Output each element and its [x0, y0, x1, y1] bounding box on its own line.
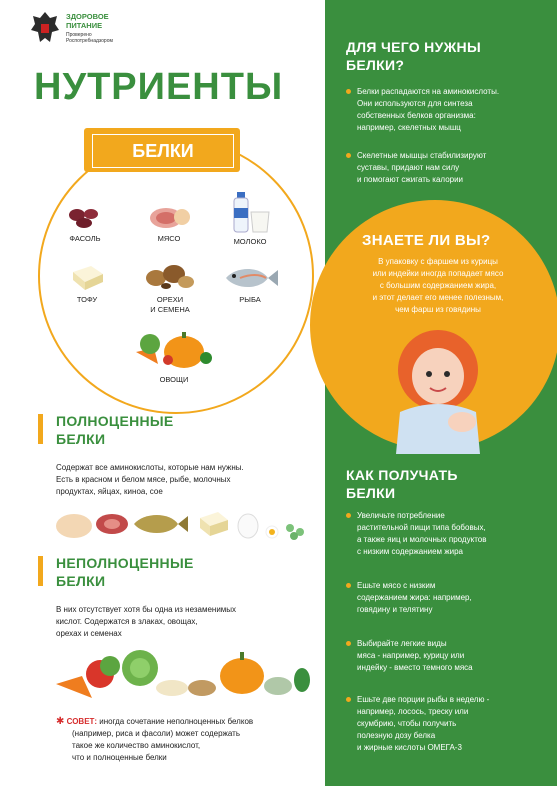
partial-heading-2: БЕЛКИ [56, 573, 106, 589]
food-vegetables [128, 322, 220, 385]
why-bullet-1 [346, 86, 499, 134]
food-nuts-label-2: И СЕМЕНА [150, 305, 190, 314]
bullet-icon [346, 513, 351, 518]
food-fish [218, 264, 282, 305]
how-b2-l2: содержанием жира: например, [357, 593, 472, 602]
why-b2-l3: и помогают сжигать калории [357, 175, 464, 184]
full-text-3: продуктах, яйцах, киноа, сое [56, 487, 163, 496]
food-milk [222, 190, 278, 247]
logo-line1: ЗДОРОВОЕ [66, 12, 109, 21]
tofu-icon [67, 262, 107, 292]
how-b2-l3: говядину и телятину [357, 605, 433, 614]
advice-line-4: что и полноценные белки [72, 753, 167, 762]
milk-icon [225, 190, 275, 234]
know-text [338, 256, 538, 316]
why-b1-l2: Они используются для синтеза [357, 99, 473, 108]
partial-proteins-foods-image [52, 644, 314, 704]
why-bullet-2 [346, 150, 486, 186]
girl-illustration [388, 326, 488, 454]
full-text-2: Есть в красном и белом мясе, рыбе, молочных [56, 475, 231, 484]
advice-line-1: иногда сочетание неполноценных белков [99, 717, 254, 726]
how-b4-l1: Ешьте две порции рыбы в неделю - [357, 695, 490, 704]
advice-label: СОВЕТ: [66, 717, 97, 726]
food-meat-label: МЯСО [157, 234, 181, 243]
how-b4-l2: например, лосось, треску или [357, 707, 469, 716]
vegetables-icon [128, 322, 220, 372]
beans-icon [65, 205, 105, 231]
why-b1-l3: собственных белков организма: [357, 111, 476, 120]
how-b1-l2: растительной пищи типа бобовых, [357, 523, 486, 532]
why-b1-l4: например, скелетных мышц [357, 123, 461, 132]
partial-section-marker [38, 556, 43, 586]
why-b2-l2: суставы, придают нам силу [357, 163, 460, 172]
food-meat [142, 203, 196, 244]
advice-block [56, 716, 316, 764]
bullet-icon [346, 583, 351, 588]
logo-line2: ПИТАНИЕ [66, 21, 103, 30]
why-b1-l1: Белки распадаются на аминокислоты. [357, 87, 500, 96]
full-text-1: Содержат все аминокислоты, которые нам нужны. [56, 463, 244, 472]
why-b2-l1: Скелетные мышцы стабилизируют [357, 151, 487, 160]
partial-heading-1: НЕПОЛНОЦЕННЫЕ [56, 555, 194, 571]
how-b3-l3: индейку - вместо темного мяса [357, 663, 473, 672]
how-b4-l4: полезную дозу белка [357, 731, 436, 740]
food-fish-label: РЫБА [239, 295, 261, 304]
advice-line-3: такое же количество аминокислот, [72, 741, 201, 750]
why-heading-1: ДЛЯ ЧЕГО НУЖНЫ [346, 39, 481, 55]
belki-label: БЕЛКИ [92, 134, 234, 168]
food-nuts [138, 260, 202, 315]
full-proteins-foods-image [52, 504, 310, 544]
bullet-icon [346, 641, 351, 646]
how-b1-l1: Увеличьте потребление [357, 511, 445, 520]
how-b4-l5: и жирные кислоты ОМЕГА-3 [357, 743, 462, 752]
how-bullet-4 [346, 694, 489, 754]
star-icon: ✱ [56, 716, 65, 727]
know-l2: или индейки иногда попадает мясо [372, 269, 504, 278]
bullet-icon [346, 697, 351, 702]
why-heading-2: БЕЛКИ? [346, 57, 405, 73]
know-l5: чем фарш из говядины [395, 305, 481, 314]
bullet-icon [346, 153, 351, 158]
logo-line4: Роспотребнадзором [66, 38, 113, 44]
full-section-marker [38, 414, 43, 444]
know-heading: ЗНАЕТЕ ЛИ ВЫ? [362, 232, 491, 249]
food-milk-label: МОЛОКО [233, 237, 267, 246]
page-title: НУТРИЕНТЫ [34, 66, 284, 108]
food-beans [60, 205, 110, 244]
how-heading-2: БЕЛКИ [346, 485, 396, 501]
how-b1-l4: с низким содержанием жира [357, 547, 463, 556]
emblem-icon [30, 10, 60, 46]
know-l3: с большим содержанием жира, [379, 281, 497, 290]
how-b3-l2: мяса - например, курицу или [357, 651, 465, 660]
bullet-icon [346, 89, 351, 94]
nuts-icon [142, 260, 198, 292]
know-l1: В упаковку с фаршем из курицы [378, 257, 498, 266]
partial-text-1: В них отсутствует хотя бы одна из незаменимых [56, 605, 237, 614]
food-tofu [62, 262, 112, 305]
food-nuts-label-1: ОРЕХИ [156, 295, 184, 304]
food-vegetables-label: ОВОЩИ [159, 375, 189, 384]
partial-text-2: кислот. Содержатся в злаках, овощах, [56, 617, 198, 626]
food-tofu-label: ТОФУ [76, 295, 98, 304]
full-heading-2: БЕЛКИ [56, 431, 106, 447]
food-beans-label: ФАСОЛЬ [69, 234, 101, 243]
logo-line3: Проверено [66, 32, 92, 38]
full-heading-1: ПОЛНОЦЕННЫЕ [56, 413, 174, 429]
how-bullet-2 [346, 580, 472, 616]
how-b1-l3: а также яиц и молочных продуктов [357, 535, 487, 544]
how-b2-l1: Ешьте мясо с низким [357, 581, 436, 590]
how-bullet-1 [346, 510, 486, 558]
advice-line-2: (например, риса и фасоли) может содержать [72, 729, 240, 738]
fish-icon [220, 264, 280, 292]
how-b3-l1: Выбирайте легкие виды [357, 639, 447, 648]
partial-text-3: орехах и семенах [56, 629, 122, 638]
know-l4: и этот делает его менее полезным, [372, 293, 504, 302]
meat-icon [146, 203, 192, 231]
how-b4-l3: скумбрию, чтобы получить [357, 719, 457, 728]
how-heading-1: КАК ПОЛУЧАТЬ [346, 467, 458, 483]
how-bullet-3 [346, 638, 473, 674]
